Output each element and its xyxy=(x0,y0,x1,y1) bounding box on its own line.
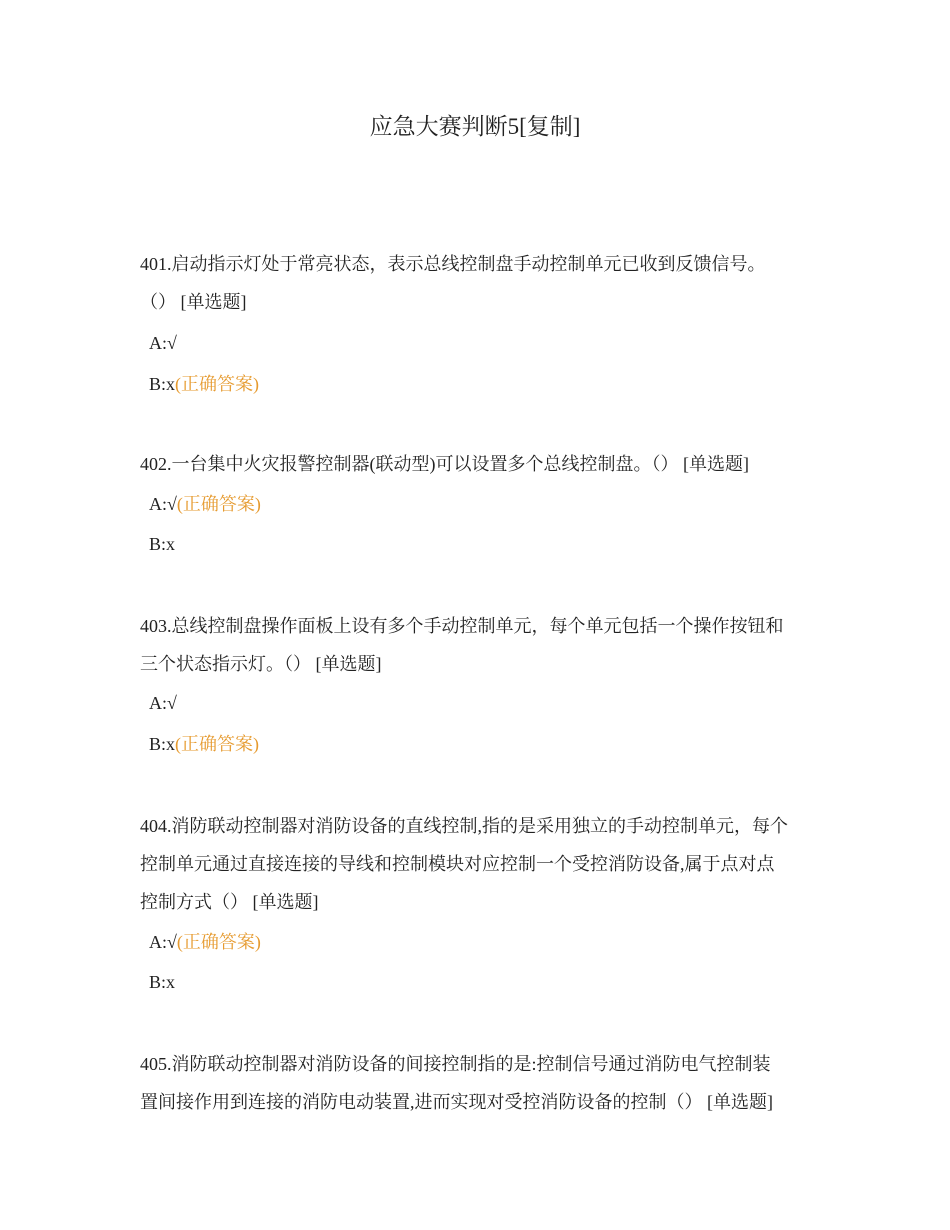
option-b xyxy=(140,372,820,396)
document-title: 应急大赛判断5[复制] xyxy=(369,114,581,139)
question-line: 402.一台集中火灾报警控制器(联动型)可以设置多个总线控制盘。（） [单选题] xyxy=(140,454,749,474)
question-text xyxy=(140,245,820,321)
option-label: A:√ xyxy=(149,932,177,952)
option-label: A:√ xyxy=(149,494,177,514)
question-403 xyxy=(140,607,820,756)
correct-answer-tag: (正确答案) xyxy=(176,494,261,514)
option-label: B:x xyxy=(149,734,176,754)
question-line: 404.消防联动控制器对消防设备的直线控制,指的是采用独立的手动控制单元，每个 xyxy=(140,816,788,836)
option-label: B:x xyxy=(149,374,176,394)
option-b xyxy=(140,970,820,994)
option-label: B:x xyxy=(149,972,176,992)
question-text xyxy=(140,1045,820,1121)
question-line: 401.启动指示灯处于常亮状态，表示总线控制盘手动控制单元已收到反馈信号。 xyxy=(140,254,766,274)
correct-answer-tag: (正确答案) xyxy=(176,932,261,952)
option-b xyxy=(140,532,820,556)
correct-answer-tag: (正确答案) xyxy=(175,374,260,394)
question-405 xyxy=(140,1045,820,1121)
question-line: 三个状态指示灯。（） [单选题] xyxy=(140,654,382,674)
question-402 xyxy=(140,445,820,556)
question-401 xyxy=(140,245,820,396)
question-text xyxy=(140,807,820,921)
question-404 xyxy=(140,807,820,994)
question-line: 控制方式（） [单选题] xyxy=(140,892,319,912)
question-line: 403.总线控制盘操作面板上设有多个手动控制单元，每个单元包括一个操作按钮和 xyxy=(140,616,784,636)
option-label: B:x xyxy=(149,534,176,554)
question-line: 405.消防联动控制器对消防设备的间接控制指的是:控制信号通过消防电气控制装 xyxy=(140,1054,771,1074)
option-label: A:√ xyxy=(149,333,177,353)
question-line: 置间接作用到连接的消防电动装置,进而实现对受控消防设备的控制（） [单选题] xyxy=(140,1092,773,1112)
question-text xyxy=(140,445,820,483)
correct-answer-tag: (正确答案) xyxy=(175,734,260,754)
option-b xyxy=(140,732,820,756)
option-a xyxy=(140,691,820,715)
option-label: A:√ xyxy=(149,693,177,713)
question-line: （） [单选题] xyxy=(140,292,247,312)
question-line: 控制单元通过直接连接的导线和控制模块对应控制一个受控消防设备,属于点对点 xyxy=(140,854,775,874)
option-a xyxy=(140,331,820,355)
question-text xyxy=(140,607,820,683)
option-a xyxy=(140,492,820,516)
option-a xyxy=(140,930,820,954)
